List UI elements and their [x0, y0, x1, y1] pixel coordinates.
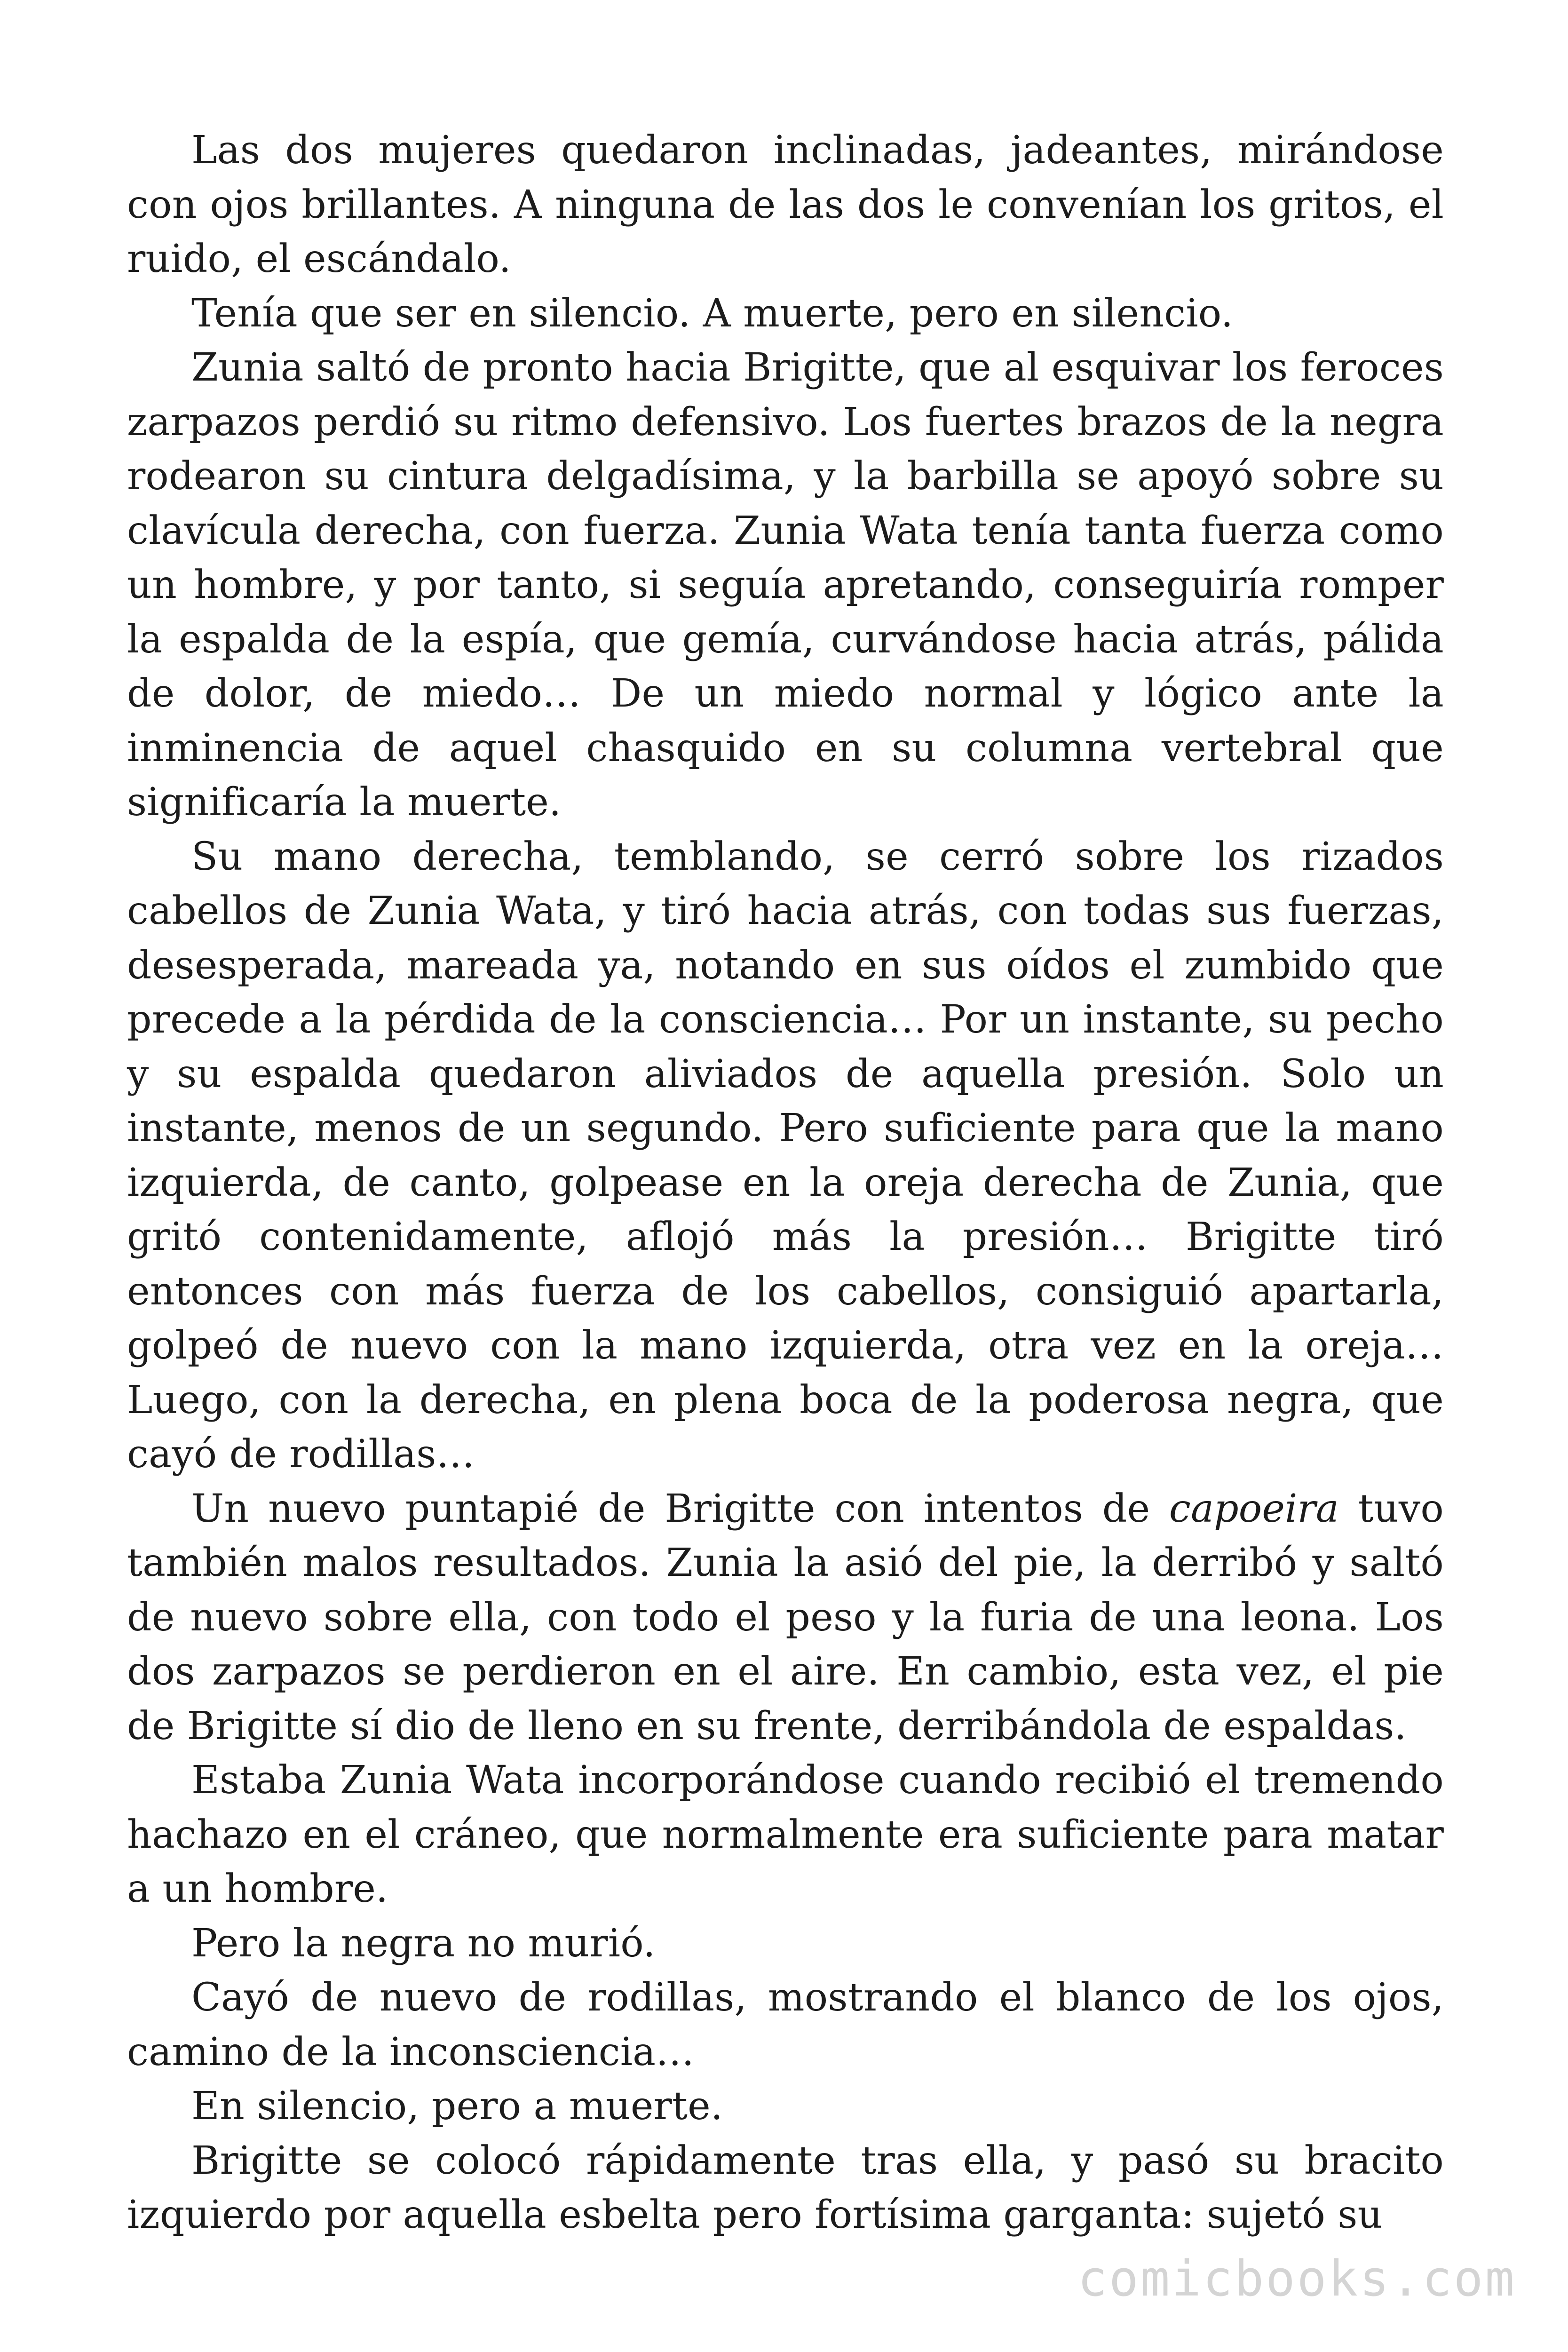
paragraph-text: tuvo también malos resultados. Zunia la asió del pie, la derribó y saltó de nuevo sobre ella, con todo el peso y la furia de una leona. Los dos zarpazos se perdieron en el aire. En cambio, esta vez, el pie de Brigitte sí dio de lleno en su frente, derribándola de espaldas.: [127, 1486, 1444, 1748]
document-text: [127, 123, 1444, 2242]
paragraph-text: Un nuevo puntapié de Brigitte con intentos de: [191, 1486, 1169, 1531]
watermark: comicbooks.com: [1077, 2250, 1516, 2307]
paragraph: [127, 1482, 1444, 1754]
paragraph: Su mano derecha, temblando, se cerró sobre los rizados cabellos de Zunia Wata, y tiró hacia atrás, con todas sus fuerzas, desesperada, mareada ya, notando en sus oídos el zumbido que precede a la pérdida de la consciencia… Por un instante, su pecho y su espalda quedaron aliviados de aquella presión. Solo un instante, menos de un segundo. Pero suficiente para que la mano izquierda, de canto, golpease en la oreja derecha de Zunia, que gritó contenidamente, aflojó más la presión… Brigitte tiró entonces con más fuerza de los cabellos, consiguió apartarla, golpeó de nuevo con la mano izquierda, otra vez en la oreja… Luego, con la derecha, en plena boca de la poderosa negra, que cayó de rodillas…: [127, 834, 1444, 1477]
paragraph-continued: Brigitte se colocó rápidamente tras ella, y pasó su bracito izquierdo por aquella esbelta pero fortísima garganta: sujetó su: [127, 2138, 1444, 2237]
emphasized-word: capoeira: [1169, 1486, 1339, 1531]
paragraph: Tenía que ser en silencio. A muerte, pero en silencio.: [191, 291, 1234, 336]
paragraph: Las dos mujeres quedaron inclinadas, jadeantes, mirándose con ojos brillantes. A ninguna de las dos le convenían los gritos, el ruido, el escándalo.: [127, 128, 1444, 281]
paragraph: Cayó de nuevo de rodillas, mostrando el blanco de los ojos, camino de la inconsciencia…: [127, 1975, 1444, 2074]
page-body: [127, 123, 1444, 2268]
paragraph: Pero la negra no murió.: [191, 1921, 656, 1966]
paragraph: En silencio, pero a muerte.: [191, 2084, 723, 2129]
paragraph: Estaba Zunia Wata incorporándose cuando recibió el tremendo hachazo en el cráneo, que normalmente era suficiente para matar a un hombre.: [127, 1758, 1444, 1911]
paragraph: Zunia saltó de pronto hacia Brigitte, que al esquivar los feroces zarpazos perdió su ritmo defensivo. Los fuertes brazos de la negra rodearon su cintura delgadísima, y la barbilla se apoyó sobre su clavícula derecha, con fuerza. Zunia Wata tenía tanta fuerza como un hombre, y por tanto, si seguía apretando, conseguiría romper la espalda de la espía, que gemía, curvándose hacia atrás, pálida de dolor, de miedo… De un miedo normal y lógico ante la inminencia de aquel chasquido en su columna vertebral que significaría la muerte.: [127, 345, 1444, 825]
